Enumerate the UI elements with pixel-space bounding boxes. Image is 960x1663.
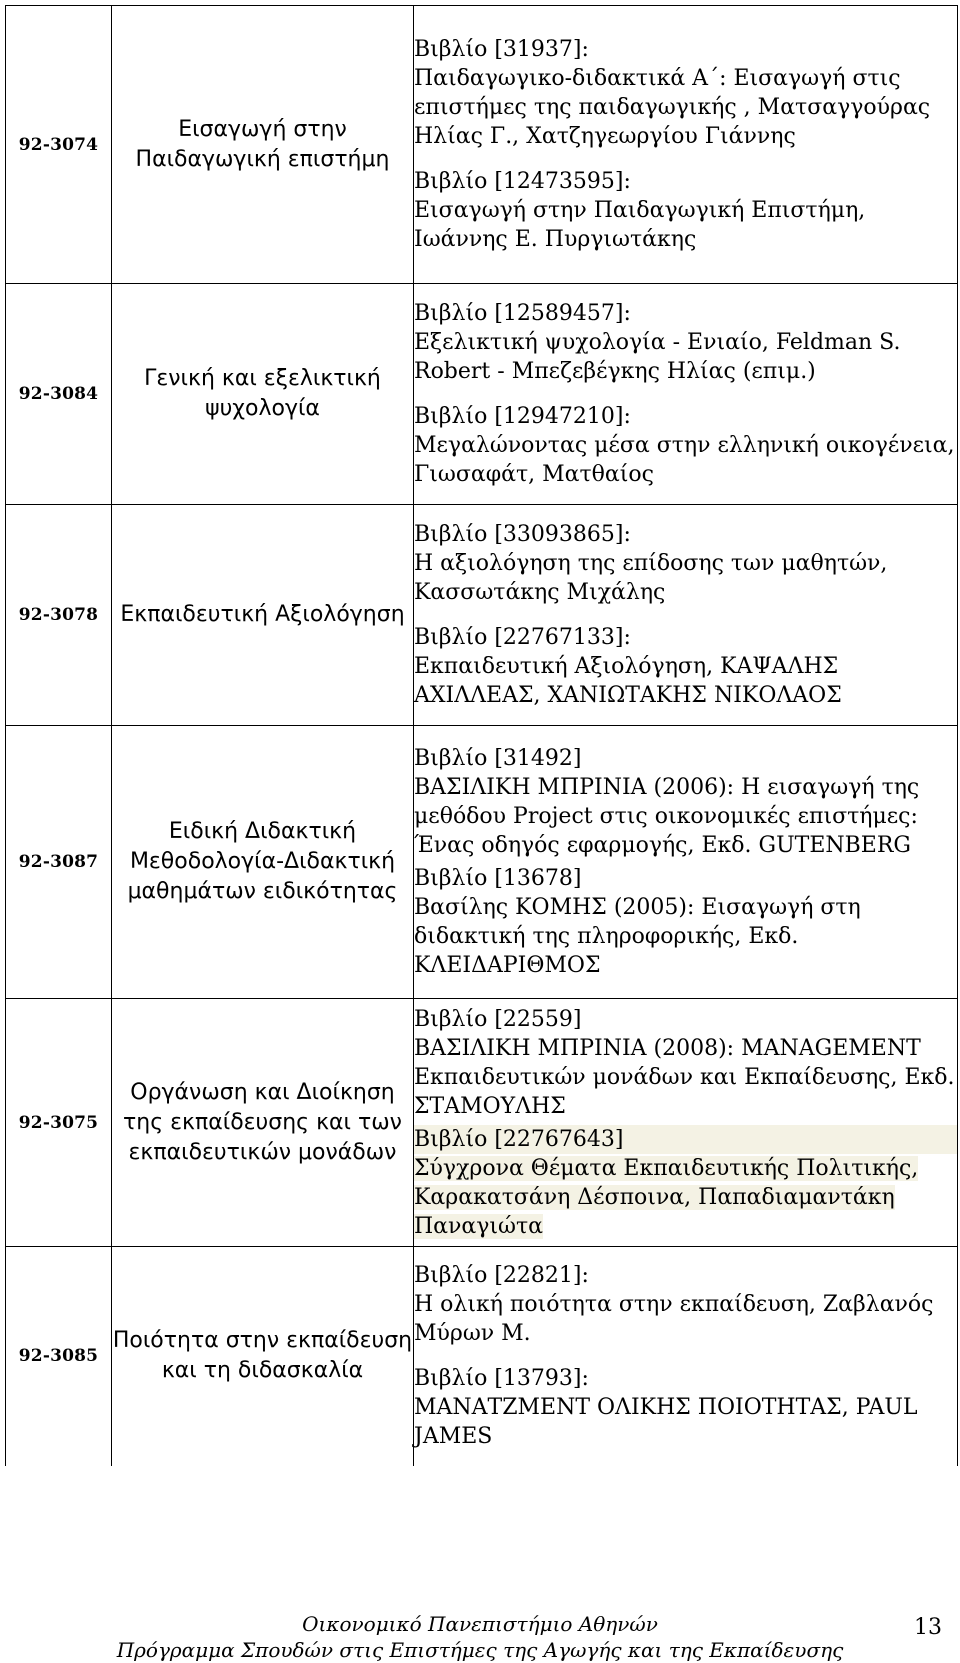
book-list <box>414 6 958 284</box>
book-reference: Βιβλίο [22767133]: <box>414 625 631 650</box>
book-description: Η αξιολόγηση της επίδοσης των μαθητών, Κασσωτάκης Μιχάλης <box>414 551 888 605</box>
course-title: Εκπαιδευτική Αξιολόγηση <box>112 505 414 726</box>
book-reference: Βιβλίο [22559] <box>414 1006 582 1032</box>
course-title: Οργάνωση και Διοίκηση της εκπαίδευσης και των εκπαιδευτικών μονάδων <box>112 999 414 1247</box>
table-row <box>6 284 958 505</box>
book-reference: Βιβλίο [13793]: <box>414 1366 589 1392</box>
course-code: 92-3074 <box>6 6 112 284</box>
book-reference: Βιβλίο [22821]: <box>414 1263 589 1289</box>
book-entry <box>414 402 957 489</box>
book-description: Εξελικτική ψυχολογία - Ενιαίο, Feldman S. Robert - Μπεζεβέγκης Ηλίας (επιμ.) <box>414 330 901 384</box>
book-entry <box>414 1005 957 1121</box>
book-description: Σύγχρονα Θέματα Εκπαιδευτικής Πολιτικής, Καρακατσάνη Δέσποινα, Παπαδιαμαντάκη Παναγιώτα <box>414 1155 919 1239</box>
book-description: Εισαγωγή στην Παιδαγωγική Επιστήμη, Ιωάννης Ε. Πυργιωτάκης <box>414 198 866 252</box>
book-description: Μεγαλώνοντας μέσα στην ελληνική οικογένεια, Γιωσαφάτ, Ματθαίος <box>414 433 955 487</box>
book-list <box>414 1247 958 1466</box>
course-code: 92-3075 <box>6 999 112 1247</box>
book-list <box>414 505 958 726</box>
course-books-table <box>5 5 958 1466</box>
book-description-wrap <box>414 1154 957 1241</box>
page-number: 13 <box>914 1615 942 1640</box>
course-code: 92-3084 <box>6 284 112 505</box>
book-reference: Βιβλίο [33093865]: <box>414 522 631 547</box>
book-list <box>414 284 958 505</box>
book-description: Παιδαγωγικο-διδακτικά Α΄: Εισαγωγή στις επιστήμες της παιδαγωγικής , Ματσαγγούρας Ηλίας Γ., Χατζηγεωργίου Γιάννης <box>414 66 931 149</box>
table-row <box>6 505 958 726</box>
course-code: 92-3087 <box>6 726 112 999</box>
book-list <box>414 726 958 999</box>
book-entry <box>414 167 957 254</box>
book-description: Η ολική ποιότητα στην εκπαίδευση, Ζαβλανός Μύρων Μ. <box>414 1292 934 1347</box>
book-reference: Βιβλίο [12589457]: <box>414 301 631 326</box>
book-entry <box>414 1261 957 1348</box>
book-reference: Βιβλίο [13678] <box>414 866 582 891</box>
book-entry <box>414 1364 957 1451</box>
course-title: Ποιότητα στην εκπαίδευση και τη διδασκαλία <box>112 1247 414 1466</box>
table-row <box>6 6 958 284</box>
book-description: Εκπαιδευτική Αξιολόγηση, ΚΑΨΑΛΗΣ ΑΧΙΛΛΕΑΣ, ΧΑΝΙΩΤΑΚΗΣ ΝΙΚΟΛΑΟΣ <box>414 654 842 708</box>
course-code: 92-3085 <box>6 1247 112 1466</box>
book-reference: Βιβλίο [12473595]: <box>414 169 631 194</box>
book-list <box>414 999 958 1247</box>
course-title: Ειδική Διδακτική Μεθοδολογία-Διδακτική μαθημάτων ειδικότητας <box>112 726 414 999</box>
book-entry <box>414 623 957 710</box>
footer-institution: Οικονομικό Πανεπιστήμιο Αθηνών <box>302 1612 658 1636</box>
book-reference: Βιβλίο [31492] <box>414 746 582 771</box>
book-reference: Βιβλίο [22767643] <box>414 1125 957 1154</box>
book-description: ΒΑΣΙΛΙΚΗ ΜΠΡΙΝΙΑ (2006): Η εισαγωγή της μεθόδου Project στις οικονομικές επιστήμες: Ένας οδηγός εφαρμογής, Εκδ. GUTENBERG <box>414 775 920 858</box>
book-entry <box>414 1125 957 1241</box>
book-description: Βασίλης ΚΟΜΗΣ (2005): Εισαγωγή στη διδακτική της πληροφορικής, Εκδ. ΚΛΕΙΔΑΡΙΘΜΟΣ <box>414 895 861 978</box>
course-title: Εισαγωγή στην Παιδαγωγική επιστήμη <box>112 6 414 284</box>
table-row <box>6 726 958 999</box>
footer-program: Πρόγραμμα Σπουδών στις Επιστήμες της Αγωγής και της Εκπαίδευσης <box>116 1638 844 1662</box>
book-entry <box>414 864 957 980</box>
book-description: ΜΑΝΑΤΖΜΕΝΤ ΟΛΙΚΗΣ ΠΟΙΟΤΗΤΑΣ, PAUL JAMES <box>414 1395 918 1450</box>
table-row <box>6 999 958 1247</box>
course-code: 92-3078 <box>6 505 112 726</box>
book-description: ΒΑΣΙΛΙΚΗ ΜΠΡΙΝΙΑ (2008): MANAGEMENT Εκπαιδευτικών μονάδων και Εκπαίδευσης, Εκδ. ΣΤΑΜΟΥΛΗΣ <box>414 1035 955 1119</box>
book-reference: Βιβλίο [12947210]: <box>414 404 631 429</box>
book-entry <box>414 744 957 860</box>
table-row <box>6 1247 958 1466</box>
book-reference: Βιβλίο [31937]: <box>414 37 589 62</box>
course-title: Γενική και εξελικτική ψυχολογία <box>112 284 414 505</box>
book-entry <box>414 520 957 607</box>
book-entry <box>414 35 957 151</box>
book-entry <box>414 299 957 386</box>
